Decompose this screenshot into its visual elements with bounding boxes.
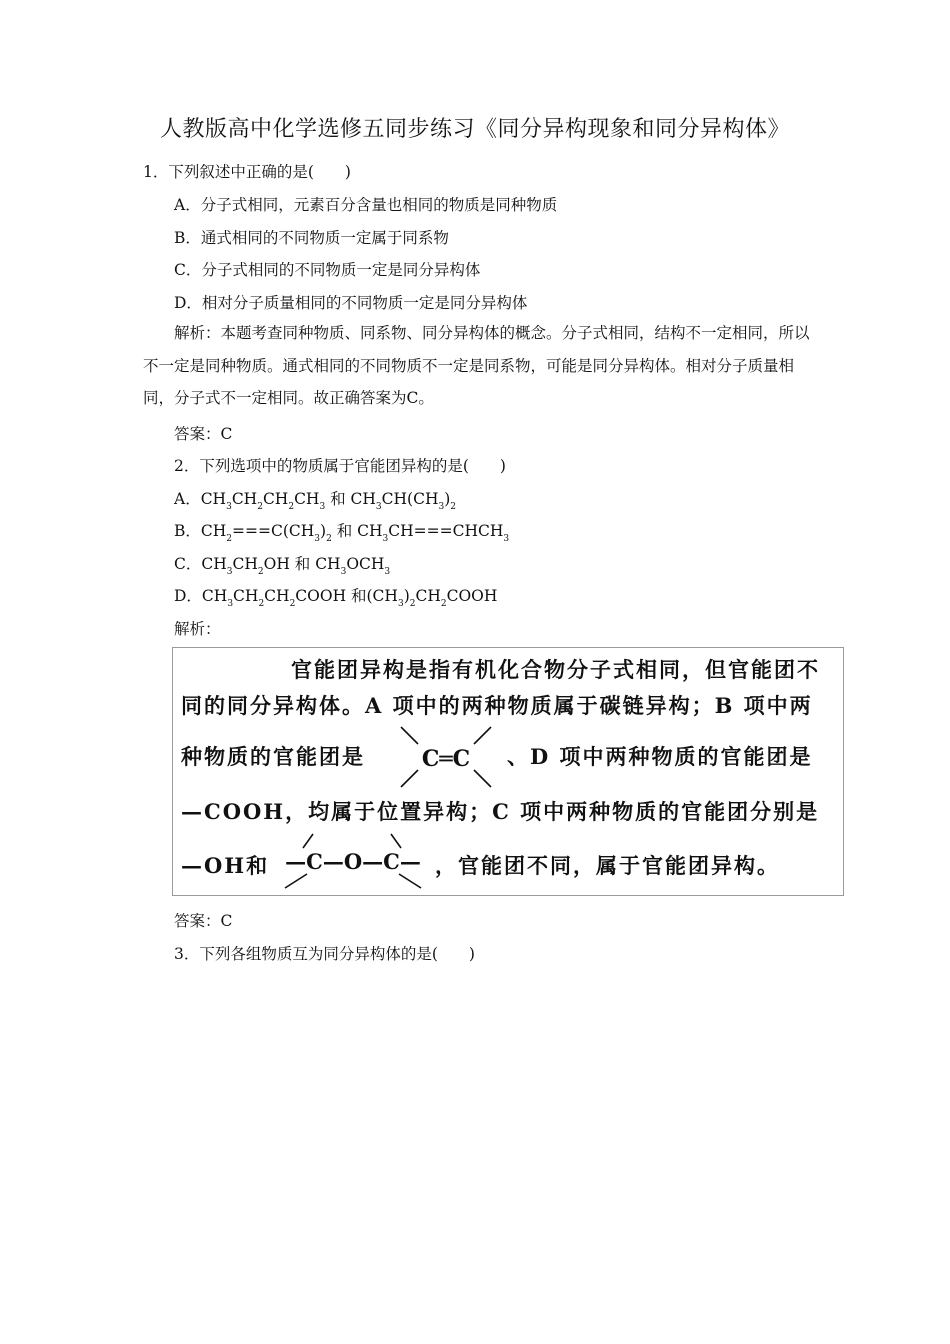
q1-stem: 1．下列叙述中正确的是( ) (143, 163, 351, 181)
q2-stem: 2．下列选项中的物质属于官能团异构的是( ) (174, 457, 506, 475)
q2-option-c: C．$CH_3CH_2OH$ 和 $CH_3OCH_3$ (174, 555, 391, 577)
q2-answer: 答案：C (174, 912, 233, 930)
q2-option-a: A．$CH_3CH_2CH_2CH_3$ 和 $CH_3CH(CH_3)_2$ (174, 490, 456, 512)
q2-analysis-image (172, 647, 844, 896)
image-line-5a: —OH和 (181, 853, 270, 878)
coc-label: —C—O—C— (285, 849, 421, 874)
image-line-1: 官能团异构是指有机化合物分子式相同，但官能团不 (291, 657, 820, 682)
cc-label: C═C (421, 746, 471, 772)
q1-option-a: A．分子式相同，元素百分含量也相同的物质是同种物质 (174, 196, 558, 214)
coc-ether-structure (273, 830, 433, 894)
q2-option-b: B．$CH_2===C(CH_3)_2$ 和 $CH_3CH===CHCH_3$ (174, 522, 510, 544)
image-line-5b: ，官能团不同，属于官能团异构。 (435, 853, 780, 878)
q1-option-b: B．通式相同的不同物质一定属于同系物 (174, 229, 449, 247)
q3-stem: 3．下列各组物质互为同分异构体的是( ) (174, 945, 475, 963)
document-title: 人教版高中化学选修五同步练习《同分异构现象和同分异构体》 (159, 117, 790, 142)
image-line-3b: 、D 项中两种物质的官能团是 (507, 744, 813, 769)
q1-answer: 答案：C (174, 425, 233, 443)
image-line-4: —COOH，均属于位置异构；C 项中两种物质的官能团分别是 (181, 799, 820, 824)
q2-option-d: D．$CH_3CH_2CH_2COOH$ 和$(CH_3)_2CH_2COOH$ (174, 587, 498, 609)
cc-double-bond-structure (391, 724, 501, 794)
image-line-3a: 种物质的官能团是 (181, 744, 365, 769)
image-line-2: 同的同分异构体。A 项中的两种物质属于碳链异构；B 项中两 (181, 693, 813, 718)
q1-analysis: 解析：本题考查同种物质、同系物、同分异构体的概念。分子式相同，结构不一定相同，所以不一定是同种物质。通式相同的不同物质不一定是同系物，可能是同分异构体。相对分子质量相同，分子式不一定相同。故正确答案为C。 (143, 324, 810, 407)
q1-option-d: D．相对分子质量相同的不同物质一定是同分异构体 (174, 294, 528, 312)
q2-analysis-label: 解析： (174, 620, 221, 638)
q1-option-c: C．分子式相同的不同物质一定是同分异构体 (174, 261, 481, 279)
